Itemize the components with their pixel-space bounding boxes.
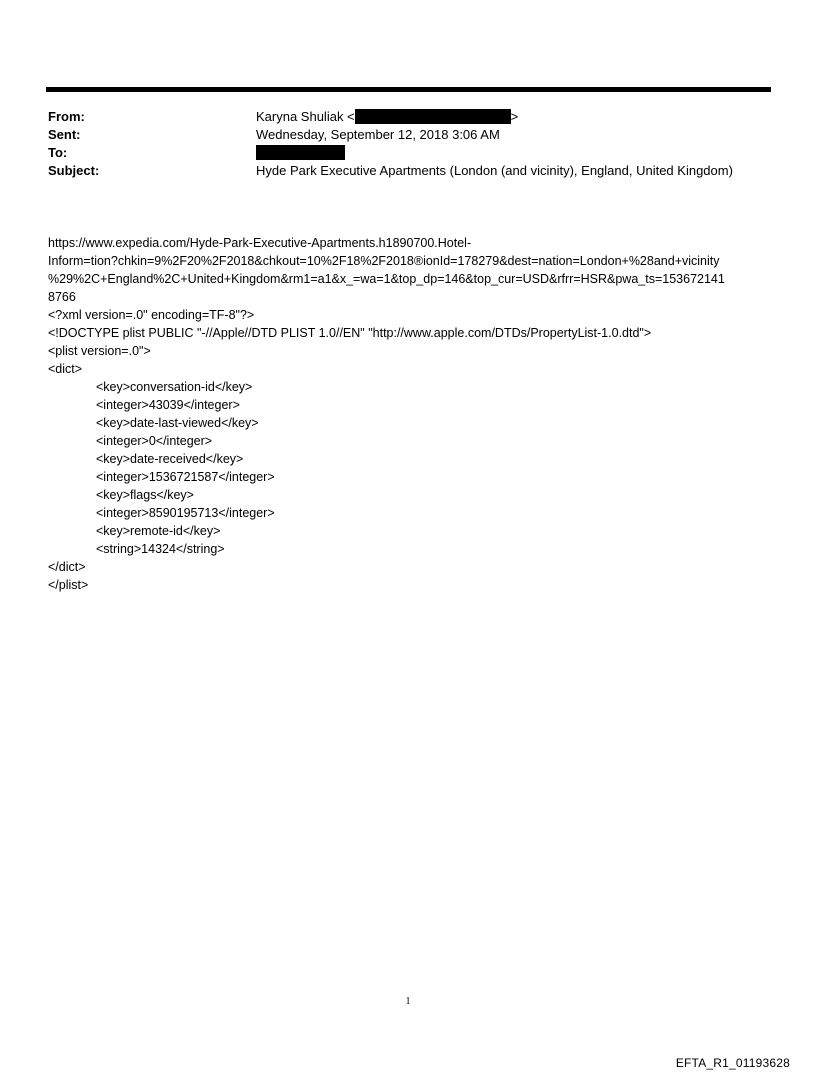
from-suffix: > <box>510 109 519 124</box>
sent-row <box>48 126 768 144</box>
body-line: https://www.expedia.com/Hyde-Park-Executive-Apartments.h1890700.Hotel- <box>48 236 472 250</box>
bates-number: EFTA_R1_01193628 <box>675 1056 790 1070</box>
dict-line: <key>flags</key> <box>96 488 194 502</box>
email-header <box>48 108 768 180</box>
from-label: From: <box>48 109 85 124</box>
closing-line: </dict> <box>48 560 86 574</box>
dict-line: <string>14324</string> <box>96 542 225 556</box>
dict-line: <key>date-received</key> <box>96 452 244 466</box>
dict-line: <key>date-last-viewed</key> <box>96 416 259 430</box>
redacted-recipient <box>256 145 345 160</box>
body-line: Inform=tion?chkin=9%2F20%2F2018&chkout=10%2F18%2F2018®ionId=178279&dest=nation=London+%28and+vicinity <box>48 254 720 268</box>
page-number: 1 <box>405 996 411 1007</box>
from-row <box>48 108 768 126</box>
email-body <box>48 234 778 594</box>
subject-value: Hyde Park Executive Apartments (London (and vicinity), England, United Kingdom) <box>256 163 733 178</box>
dict-line: <integer>1536721587</integer> <box>96 470 275 484</box>
dict-line: <integer>0</integer> <box>96 434 213 448</box>
subject-row <box>48 162 768 180</box>
sent-label: Sent: <box>48 127 81 142</box>
from-name: Karyna Shuliak < <box>256 109 355 124</box>
to-row <box>48 144 768 162</box>
dict-line: <key>remote-id</key> <box>96 524 221 538</box>
dict-line: <integer>43039</integer> <box>96 398 240 412</box>
body-line: <plist version=.0"> <box>48 344 151 358</box>
from-value <box>256 108 518 126</box>
sent-value: Wednesday, September 12, 2018 3:06 AM <box>256 127 500 142</box>
body-line: %29%2C+England%2C+United+Kingdom&rm1=a1&x_=wa=1&top_dp=146&top_cur=USD&rfrr=HSR&pwa_ts=153672141 <box>48 272 725 286</box>
to-label: To: <box>48 145 68 160</box>
to-value <box>256 144 345 162</box>
body-line: <!DOCTYPE plist PUBLIC "-//Apple//DTD PLIST 1.0//EN" "http://www.apple.com/DTDs/PropertyList-1.0.dtd"> <box>48 326 652 340</box>
header-rule <box>46 87 771 92</box>
closing-line: </plist> <box>48 578 89 592</box>
subject-label: Subject: <box>48 163 100 178</box>
dict-line: <integer>8590195713</integer> <box>96 506 275 520</box>
body-line: <dict> <box>48 362 83 376</box>
body-line: <?xml version=.0" encoding=TF-8"?> <box>48 308 255 322</box>
dict-line: <key>conversation-id</key> <box>96 380 253 394</box>
redacted-email <box>355 109 511 124</box>
body-line: 8766 <box>48 290 76 304</box>
